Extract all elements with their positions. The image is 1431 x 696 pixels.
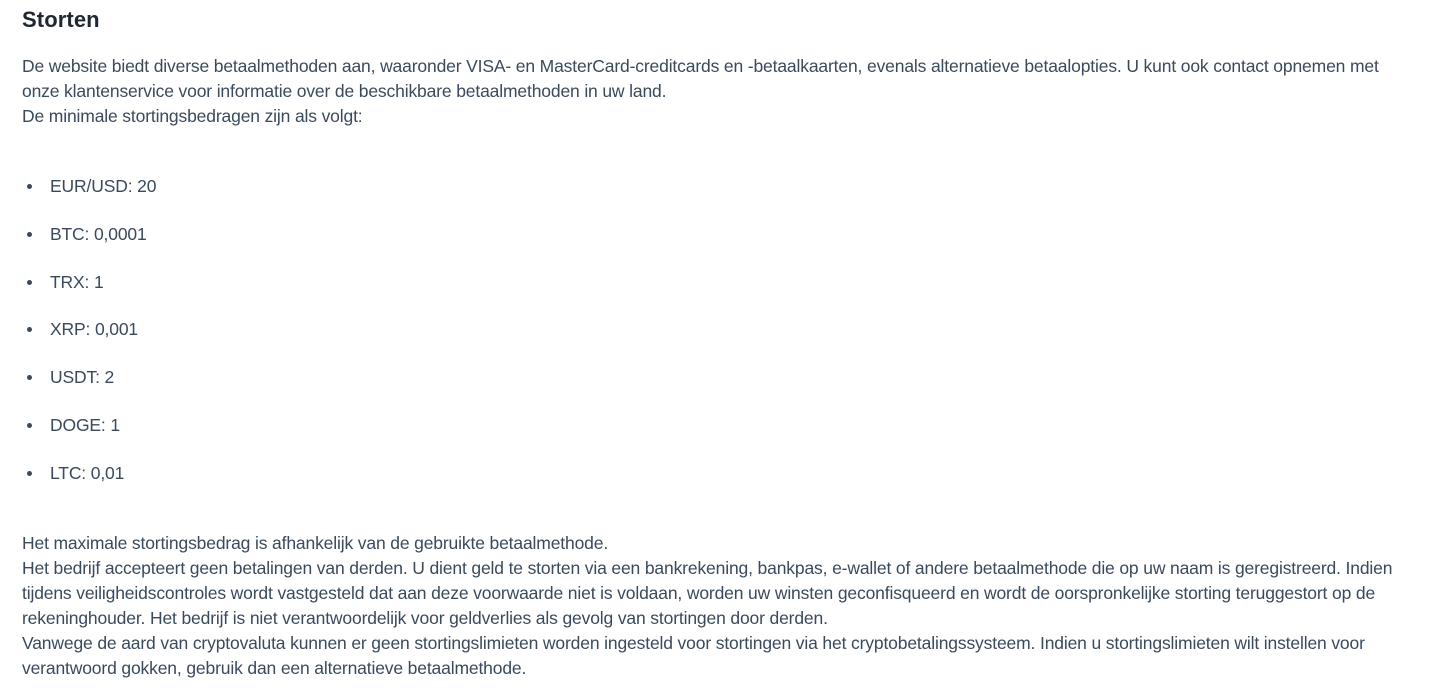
section-title: Storten: [22, 7, 100, 32]
list-item-text: USDT: 2: [50, 367, 115, 388]
list-item-text: DOGE: 1: [50, 414, 120, 435]
bullet-icon: [27, 375, 32, 380]
bullet-icon: [27, 232, 32, 237]
list-item: [22, 218, 156, 266]
list-item: [22, 313, 156, 361]
list-item-text: BTC: 0,0001: [50, 223, 147, 244]
bullet-icon: [27, 423, 32, 428]
list-item-text: TRX: 1: [50, 271, 104, 292]
list-item-text: LTC: 0,01: [50, 462, 125, 483]
list-item: [22, 361, 156, 409]
list-item: [22, 266, 156, 314]
bullet-icon: [27, 327, 32, 332]
maximum-deposit-paragraph: Het maximale stortingsbedrag is afhankelijk van de gebruikte betaalmethode.: [22, 533, 609, 553]
third-party-paragraph: Het bedrijf accepteert geen betalingen van derden. U dient geld te storten via een bankrekening, bankpas, e-wallet of andere betaalmethode die op uw naam is geregistreerd. Indien tijdens veiligheidscontroles wordt vastgesteld dat aan deze voorwaarde niet is voldaan, worden uw winsten geconfisqueerd en wordt de oorspronkelijke storting teruggestort op de rekeninghouder. Het bedrijf is niet verantwoordelijk voor geldverlies als gevolg van stortingen door derden.: [22, 558, 1393, 628]
bullet-icon: [27, 280, 32, 285]
list-item: [22, 457, 156, 505]
intro-paragraph: De website biedt diverse betaalmethoden aan, waaronder VISA- en MasterCard-creditcards en -betaalkaarten, evenals alternatieve betaalopties. U kunt ook contact opnemen met onze klantenservice voor informatie over de beschikbare betaalmethoden in uw land.: [22, 56, 1379, 101]
list-item: [22, 170, 156, 218]
bullet-icon: [27, 471, 32, 476]
intro-text: [22, 54, 1412, 129]
crypto-limits-paragraph: Vanwege de aard van cryptovaluta kunnen er geen stortingslimieten worden ingesteld voor stortingen via het cryptobetalingssysteem. Indien u stortingslimieten wilt instellen voor verantwoord gokken, gebruik dan een alternatieve betaalmethode.: [22, 633, 1365, 678]
list-item-text: XRP: 0,001: [50, 319, 138, 340]
list-item-text: EUR/USD: 20: [50, 176, 157, 196]
minimums-lead-paragraph: De minimale stortingsbedragen zijn als volgt:: [22, 106, 363, 126]
bullet-icon: [27, 184, 32, 189]
outro-text: [22, 531, 1414, 681]
minimum-deposit-list: [22, 170, 156, 505]
list-item: [22, 409, 156, 457]
